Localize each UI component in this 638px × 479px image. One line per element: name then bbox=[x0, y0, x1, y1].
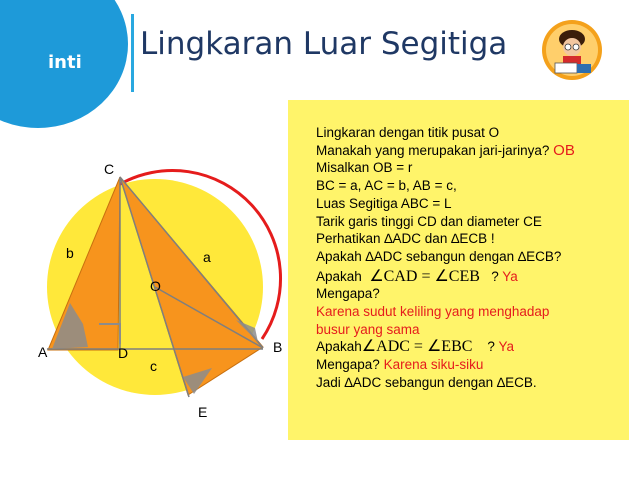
line-13: Apakah∠ADC = ∠EBC ? Ya bbox=[316, 338, 514, 356]
inti-label: inti bbox=[48, 52, 82, 73]
line-7: Perhatikan ∆ADC dan ∆ECB ! bbox=[316, 231, 495, 247]
label-a: A bbox=[38, 344, 48, 360]
answer-ob: OB bbox=[553, 141, 575, 159]
label-side-b: b bbox=[66, 245, 74, 261]
answer-ya-2: Ya bbox=[498, 339, 514, 355]
line-5: Luas Segitiga ABC = L bbox=[316, 195, 452, 211]
label-o: O bbox=[150, 278, 161, 294]
line-10: Mengapa? bbox=[316, 286, 380, 302]
label-d: D bbox=[118, 345, 129, 361]
explanation-text bbox=[316, 124, 634, 392]
line-15: Jadi ∆ADC sebangun dengan ∆ECB. bbox=[316, 374, 537, 390]
line-9: Apakah ∠CAD = ∠CEB ? Ya bbox=[316, 267, 518, 285]
line-11: Karena sudut keliling yang menghadap bbox=[316, 304, 550, 320]
line-2: Manakah yang merupakan jari-jarinya? OB bbox=[316, 141, 575, 159]
label-e: E bbox=[198, 404, 208, 420]
label-b: B bbox=[273, 339, 283, 355]
line-4: BC = a, AC = b, AB = c, bbox=[316, 178, 457, 194]
label-side-c: c bbox=[150, 358, 157, 374]
label-side-a: a bbox=[203, 249, 211, 265]
line-1: Lingkaran dengan titik pusat O bbox=[316, 125, 500, 140]
equation-adc-ebc: ∠ADC = ∠EBC bbox=[361, 338, 473, 356]
answer-ya-1: Ya bbox=[502, 268, 518, 284]
line-12: busur yang sama bbox=[316, 321, 420, 337]
line-3: Misalkan OB = r bbox=[316, 160, 413, 176]
slide-title: Lingkaran Luar Segitiga bbox=[140, 26, 508, 62]
label-c: C bbox=[104, 161, 115, 177]
line-14: Mengapa? Karena siku-siku bbox=[316, 357, 484, 373]
answer-siku: Karena siku-siku bbox=[383, 357, 484, 373]
equation-cad-ceb: ∠CAD = ∠CEB bbox=[369, 267, 480, 285]
line-6: Tarik garis tinggi CD dan diameter CE bbox=[316, 213, 542, 229]
line-8: Apakah ∆ADC sebangun dengan ∆ECB? bbox=[316, 248, 562, 264]
